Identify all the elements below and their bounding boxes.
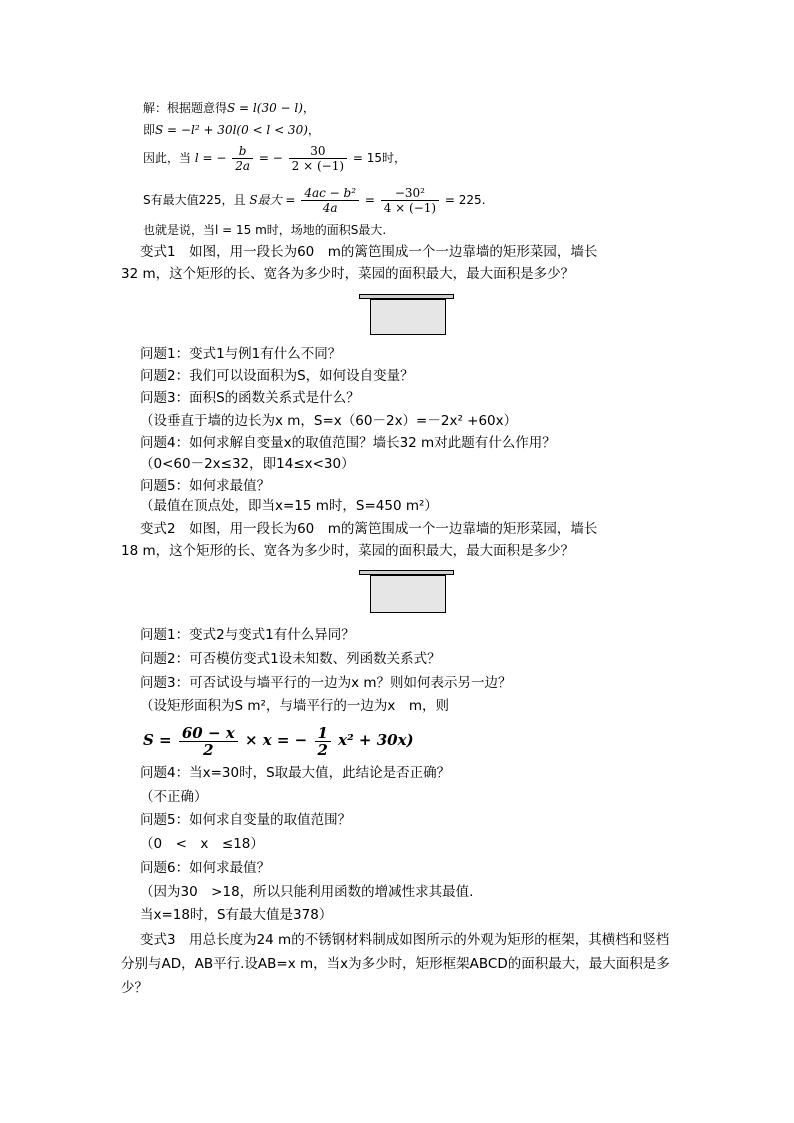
denominator: 2 × (−1) xyxy=(291,159,345,173)
garden-figure-2 xyxy=(359,570,454,614)
variant2-q1: 问题1：变式2与变式1有什么异同？ xyxy=(140,627,355,643)
equation: x² + 30x) xyxy=(338,731,414,749)
variant3-line1: 变式3 用总长度为24 m的不锈钢材料制成如图所示的外观为矩形的框架，其横档和竖档 xyxy=(140,932,670,948)
numerator: 4ac − b² xyxy=(301,186,359,201)
variant2-title: 变式2 如图，用一段长为60 m的篱笆围成一个一边靠墙的矩形菜园，墙长 xyxy=(140,521,598,537)
garden-rectangle xyxy=(370,299,446,335)
variant2-a3: （设矩形面积为S m²，与墙平行的一边为x m，则 xyxy=(140,698,450,714)
fraction xyxy=(315,725,331,758)
variant2-q6: 问题6：如何求最值？ xyxy=(140,860,271,876)
fraction xyxy=(179,725,238,758)
numerator: b xyxy=(232,144,253,159)
solution-text: = 15时， xyxy=(352,151,406,165)
equation: = xyxy=(364,193,375,207)
numerator: 60 − x xyxy=(179,725,238,742)
variant2-a6b: 当x=18时，S有最大值是378） xyxy=(140,907,333,923)
variant2-q3: 问题3：可否试设与墙平行的一边为x m？则如何表示另一边？ xyxy=(140,675,512,691)
solution-line-5: 也就是说，当l = 15 m时，场地的面积S最大. xyxy=(143,223,387,237)
equation: S = xyxy=(143,731,172,749)
equation: S = l(30 − l) xyxy=(227,101,303,115)
variant1-line2: 32 m，这个矩形的长、宽各为多少时，菜园的面积最大，最大面积是多少？ xyxy=(121,266,575,282)
solution-text: 解：根据题意得 xyxy=(143,101,228,115)
variant2-q4: 问题4：当x=30时，S取最大值，此结论是否正确？ xyxy=(140,765,451,781)
solution-line-1 xyxy=(143,99,315,117)
denominator: 2a xyxy=(235,159,251,173)
solution-line-4 xyxy=(143,186,486,215)
denominator: 4a xyxy=(322,201,338,215)
solution-text: 即 xyxy=(143,123,156,137)
variant2-formula xyxy=(143,722,414,758)
fraction xyxy=(301,186,359,215)
fraction xyxy=(232,144,253,173)
fraction xyxy=(289,144,347,173)
variant2-q2: 问题2：可否模仿变式1设未知数、列函数关系式？ xyxy=(140,651,441,667)
garden-rectangle xyxy=(370,575,446,613)
numerator: 30 xyxy=(289,144,347,159)
variant2-a6a: （因为30 >18，所以只能利用函数的增减性求其最值. xyxy=(140,884,474,900)
solution-line-2 xyxy=(143,121,320,139)
variant1-q5: 问题5：如何求最值？ xyxy=(140,478,271,494)
variant1-q4: 问题4：如何求解自变量x的取值范围？墙长32 m对此题有什么作用？ xyxy=(140,435,556,451)
variant3-line3: 少？ xyxy=(121,980,148,996)
variant1-a4: （0<60－2x≤32，即14≤x<30） xyxy=(140,456,355,472)
solution-text: 因此，当 xyxy=(143,151,192,165)
equation: l = − xyxy=(194,151,227,165)
variant1-q3: 问题3：面积S的函数关系式是什么？ xyxy=(140,390,360,406)
solution-line-3 xyxy=(143,144,406,173)
equation: S最大 xyxy=(249,193,282,207)
equation: = xyxy=(285,193,296,207)
variant2-a5: （0 < x ≤18） xyxy=(140,836,264,852)
equation: S = −l² + 30l(0 < l < 30) xyxy=(155,123,308,137)
variant1-title: 变式1 如图，用一段长为60 m的篱笆围成一个一边靠墙的矩形菜园，墙长 xyxy=(140,244,598,260)
fraction xyxy=(381,186,439,215)
numerator: 1 xyxy=(315,725,331,742)
variant3-line2: 分别与AD，AB平行.设AB=x m，当x为多少时，矩形框架ABCD的面积最大，最大面积是多 xyxy=(121,956,670,972)
equation: × x = − xyxy=(244,731,308,749)
variant1-q1: 问题1：变式1与例1有什么不同？ xyxy=(140,346,342,362)
variant1-a5: （最值在顶点处，即当x=15 m时，S=450 m²） xyxy=(140,498,438,514)
variant2-line2: 18 m，这个矩形的长、宽各为多少时，菜园的面积最大，最大面积是多少？ xyxy=(121,543,575,559)
variant2-q5: 问题5：如何求自变量的取值范围？ xyxy=(140,812,352,828)
solution-text: ， xyxy=(307,123,320,137)
solution-text: S有最大值225，且 xyxy=(143,193,246,207)
numerator: −30² xyxy=(381,186,439,201)
denominator: 2 xyxy=(203,740,214,759)
solution-text: ， xyxy=(302,101,315,115)
variant2-a4: （不正确） xyxy=(140,789,208,805)
variant1-q2: 问题2：我们可以设面积为S，如何设自变量？ xyxy=(140,368,414,384)
garden-figure-1 xyxy=(359,294,454,336)
equation: = − xyxy=(258,151,283,165)
denominator: 4 × (−1) xyxy=(383,201,437,215)
solution-text: = 225. xyxy=(444,193,486,207)
denominator: 2 xyxy=(317,740,328,759)
variant1-a3: （设垂直于墙的边长为x m，S=x（60－2x）=－2x² +60x） xyxy=(140,413,518,429)
